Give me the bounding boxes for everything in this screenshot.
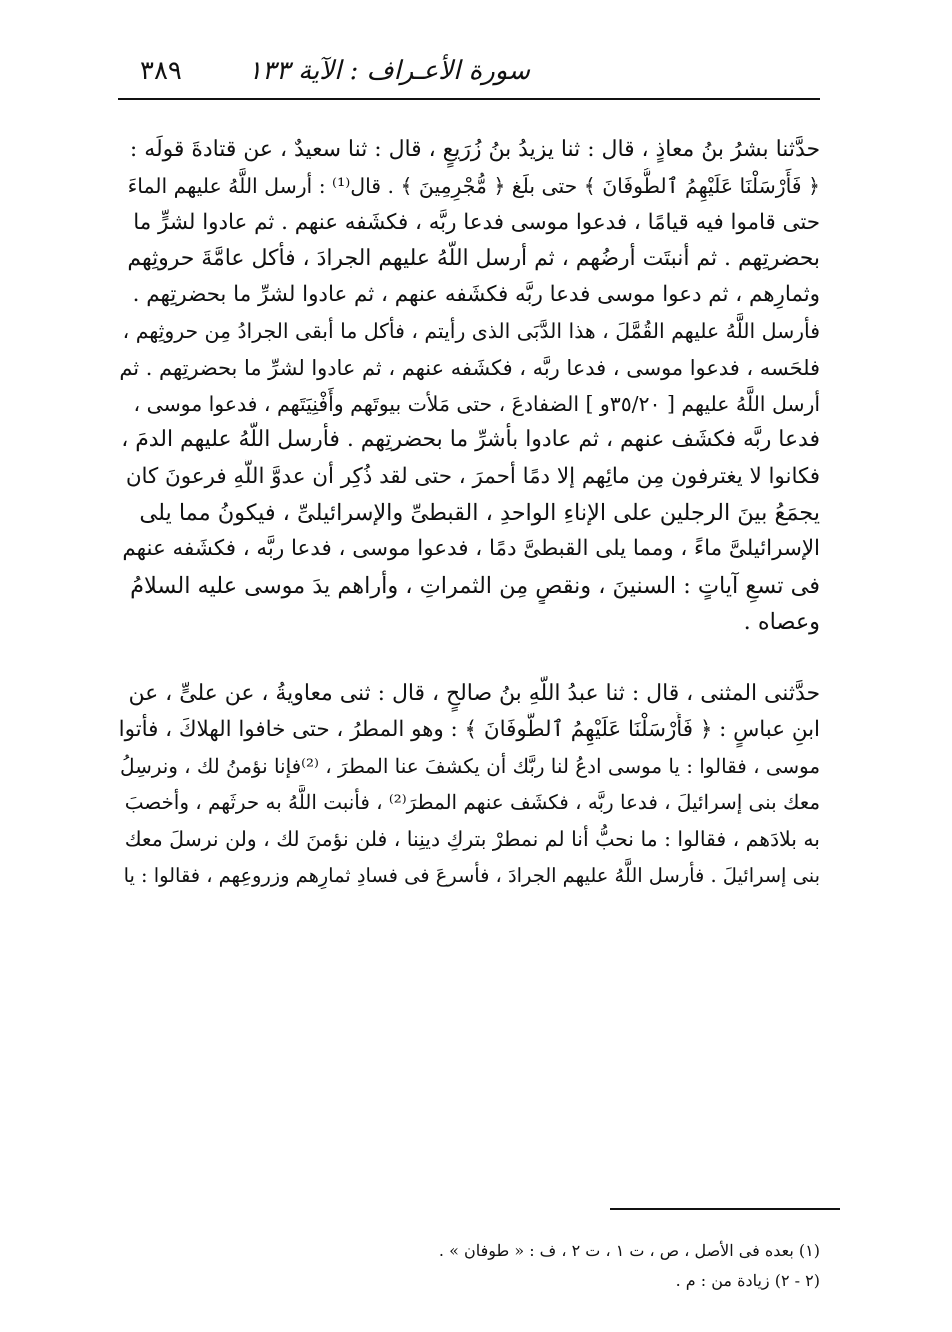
text-line: بحضرتِهم . ثم أنبتَت أرضُهم ، ثم أرسل اللَّهُ عليهم الجرادَ ، فأكل عامَّةَ حروثِهم [127,245,820,271]
running-title: سورة الأعـراف : الآية ١٣٣ [247,56,530,86]
text-line: فى تسعِ آياتٍ : السنينَ ، ونقصٍ مِن الثمراتِ ، وأراهم يدَ موسى عليه السلامُ [130,572,820,599]
text-line: فكانوا لا يغترفون مِن مائِهم إلا دمًا أحمرَ ، حتى لقد ذُكِر أن عدوَّ اللَّهِ فرعونَ كان [125,463,820,489]
text-line: معك بنى إسرائيلَ ، فدعا ربَّه ، فكشَف عنهم المطرَ⁽²⁾ ، فأنبت اللَّهُ به حرثَهم ، وأخصبَ [124,791,820,815]
text-line: وثمارِهم ، ثم دعوا موسى فدعا ربَّه فكشَفه عنهم ، ثم عادوا لشرِّ ما بحضرتِهم . [132,282,820,308]
text-line: الإسرائيلىَّ ماءً ، ومما يلى القبطىَّ دمًا ، فدعوا موسى ، فدعا ربَّه ، فكشَفه عنهم [122,536,820,562]
page-header [118,52,820,96]
text-line: حدَّثنى المثنى ، قال : ثنا عبدُ اللَّهِ بنُ صالحٍ ، قال : ثنى معاويةُ ، عن علىٍّ ، عن [128,681,820,707]
main-text [118,132,820,894]
footnotes [118,1236,820,1296]
text-line: فلحَسه ، فدعوا موسى ، فدعا ربَّه ، فكشَفه عنهم ، ثم عادوا لشرِّ ما بحضرتِهم . ثم [119,355,820,380]
text-line: ﴿ فَأَرْسَلْنَا عَلَيْهِمُ ٱلطُّوفَانَ ﴾ حتى بلَغ ﴿ مُّجْرِمِينَ ﴾ . قال⁽¹⁾ : أرسل اللَّهُ عليهم الماءَ [127,174,820,199]
text-line: حتى قاموا فيه قيامًا ، فدعوا موسى فدعا ربَّه ، فكشَفه عنهم . ثم عادوا لشرٍّ ما [133,209,820,235]
text-line: حدَّثنا بشرُ بنُ معاذٍ ، قال : ثنا يزيدُ بنُ زُرَيعٍ ، قال : ثنا سعيدٌ ، عن قتادةَ قولَه : [129,137,820,162]
text-line: موسى ، فقالوا : يا موسى ادعُ لنا ربَّك أن يكشفَ عنا المطرَ ، ⁽²⁾فإنا نؤمنُ لك ، ونرسِلُ [120,754,820,778]
text-line: أرسل اللَّهُ عليهم [ ٣٥/٢٠و ] الضفادعَ ، حتى مَلأت بيوتَهم وأَفْنِيَتَهم ، فدعوا موسى ، [133,392,820,417]
header-divider [118,98,820,100]
paragraph-qatada [118,132,820,640]
paragraph-ibn-abbas [118,676,820,894]
footnote-1: (١) بعده فى الأصل ، ص ، ت ١ ، ت ٢ ، ف : « طوفان » . [438,1241,820,1260]
text-line: بنى إسرائيلَ . فأرسل اللَّهُ عليهم الجرادَ ، فأسرعَ فى فسادِ ثمارِهم وزروعِهم ، فقالوا : يا [123,863,820,887]
paragraph-gap [118,640,820,676]
footnote-divider [610,1208,840,1210]
text-line: ابنِ عباسٍ : ﴿ فَأَرْسَلْنَا عَلَيْهِمُ ٱلطُّوفَانَ ﴾ : وهو المطرُ ، حتى خافوا الهلاكَ ، فأتوا [118,717,820,743]
text-line: وعصاه . [743,608,820,635]
footnote-2: (٢ - ٢) زيادة من : م . [675,1271,820,1290]
text-line: فدعا ربَّه فكشَف عنهم ، ثم عادوا بأشرِّ ما بحضرتِهم . فأرسل اللَّهُ عليهم الدمَ ، [121,427,820,453]
text-line: به بلادَهم ، فقالوا : ما نحبُّ أنا لم نمطرْ بتركِ دينِنا ، فلن نؤمنَ لك ، ولن نرسلَ معك [124,827,820,852]
text-line: يجمَعُ بينَ الرجلين على الإناءِ الواحدِ ، القبطىِّ والإسرائيلىِّ ، فيكونُ مما يلى [139,499,820,526]
page-number: ٣٨٩ [140,56,182,86]
text-line: فأرسل اللَّهُ عليهم القُمَّلَ ، هذا الدَّبَى الذى رأيتم ، فأكل ما أبقى الجرادُ مِن حروثِهم ، [122,319,820,344]
